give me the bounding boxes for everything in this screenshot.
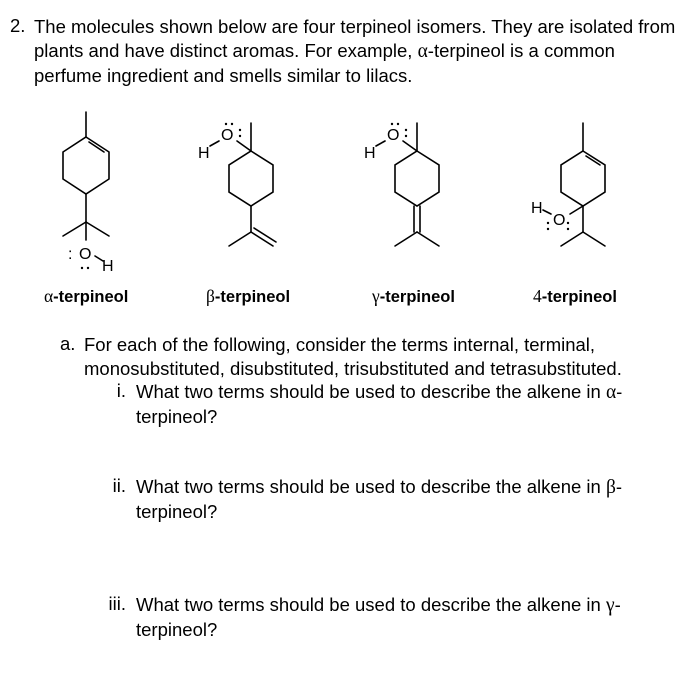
four-lone-pair-dot [547, 222, 549, 224]
molecule-structures [0, 100, 700, 285]
subquestion-i-text [136, 380, 686, 429]
gamma-greek: γ [372, 286, 380, 306]
subquestion-iii-marker: iii. [108, 593, 126, 614]
beta-oh-bond [210, 141, 219, 146]
subquestion-ii-text-after: -terpineol? [136, 476, 623, 522]
gamma-terpineol-structure [364, 123, 439, 246]
four-terpineol-structure [531, 123, 605, 246]
alpha-lone-pair-dot [87, 267, 89, 269]
gamma-oh-bond [376, 141, 385, 146]
four-lone-pair-dot [567, 228, 569, 230]
four-name: -terpineol [541, 288, 617, 306]
alpha-name: -terpineol [53, 288, 129, 306]
beta-ring [229, 151, 273, 206]
beta-lone-pair-dot [239, 135, 241, 137]
alpha-hydrogen-label: H [102, 258, 114, 275]
four-lone-pair-dot [567, 222, 569, 224]
part-a-marker: a. [60, 333, 76, 354]
four-methyl-right [583, 232, 605, 246]
beta-lone-pair-dot [231, 123, 233, 125]
four-methyl-left [561, 232, 583, 246]
gamma-co-bond [403, 141, 417, 151]
beta-lone-pair-dot [239, 129, 241, 131]
gamma-oxygen-label: O [387, 127, 400, 144]
subquestion-ii-text [136, 475, 686, 524]
subquestion-ii-greek: β [605, 477, 616, 498]
alpha-oxygen-label: O [79, 246, 92, 263]
subquestion-i-greek: α [605, 382, 617, 403]
subquestion-iii-text [136, 593, 686, 642]
subquestion-ii-text-before: What two terms should be used to describe the alkene in [136, 476, 606, 497]
gamma-lone-pair-dot [405, 129, 407, 131]
beta-terpineol-structure [198, 123, 276, 246]
gamma-methyl-left [395, 232, 417, 246]
gamma-name: -terpineol [379, 288, 455, 306]
four-lone-pair-dot [547, 228, 549, 230]
beta-hydrogen-label: H [198, 145, 210, 162]
subquestion-iii-text-after: -terpineol? [136, 594, 621, 640]
gamma-methyl-right [417, 232, 439, 246]
subquestion-i-text-after: -terpineol? [136, 381, 623, 427]
four-hydrogen-label: H [531, 200, 543, 217]
four-ring [561, 151, 605, 206]
alpha-terpineol-label [44, 286, 128, 307]
four-greek: 4 [533, 286, 542, 306]
beta-alkene-bond [251, 232, 273, 246]
gamma-hydrogen-label: H [364, 145, 376, 162]
alpha-methyl-right [86, 222, 109, 236]
gamma-ring [395, 151, 439, 206]
four-oxygen-label: O [553, 212, 566, 229]
alpha-ring [63, 137, 109, 194]
alpha-methyl-left [63, 222, 86, 236]
subquestion-iii-text-before: What two terms should be used to describe the alkene in [136, 594, 606, 615]
beta-alkene-second-bond [254, 228, 276, 242]
question-number: 2. [10, 15, 26, 36]
gamma-lone-pair-dot [397, 123, 399, 125]
subquestion-i-marker: i. [116, 380, 126, 401]
gamma-lone-pair-dot [405, 135, 407, 137]
alpha-symbol: α [417, 41, 428, 62]
question-text-part2: -terpineol is a common perfume ingredient and smells similar to lilacs. [34, 40, 615, 86]
beta-name: -terpineol [214, 288, 291, 306]
beta-greek: β [206, 286, 215, 306]
beta-oxygen-label: O [221, 127, 234, 144]
beta-terpineol-label [206, 286, 290, 307]
alpha-terpineol-structure [63, 112, 114, 275]
four-co-bond [570, 206, 583, 214]
beta-co-bond [237, 141, 251, 151]
gamma-terpineol-label [372, 286, 455, 307]
subquestion-i-text-before: What two terms should be used to describe the alkene in [136, 381, 606, 402]
subquestion-ii-marker: ii. [112, 475, 126, 496]
question-text-part1: The molecules shown below are four terpineol isomers. They are isolated from plants and have distinct aromas. For example, [34, 16, 676, 61]
gamma-lone-pair-dot [391, 123, 393, 125]
beta-lone-pair-dot [225, 123, 227, 125]
four-oh-bond [543, 210, 551, 214]
part-a-text: For each of the following, consider the terms internal, terminal, monosubstituted, disubstituted, trisubstituted and tetrasubstituted. [84, 334, 622, 379]
alpha-greek: α [44, 286, 54, 306]
subquestion-iii-greek: γ [605, 595, 615, 616]
alpha-lone-pair-dot [81, 267, 83, 269]
alpha-lone-pair-left: : [68, 246, 73, 263]
four-terpineol-label [533, 286, 617, 307]
beta-methyl-left [229, 232, 251, 246]
question-text [34, 15, 684, 88]
